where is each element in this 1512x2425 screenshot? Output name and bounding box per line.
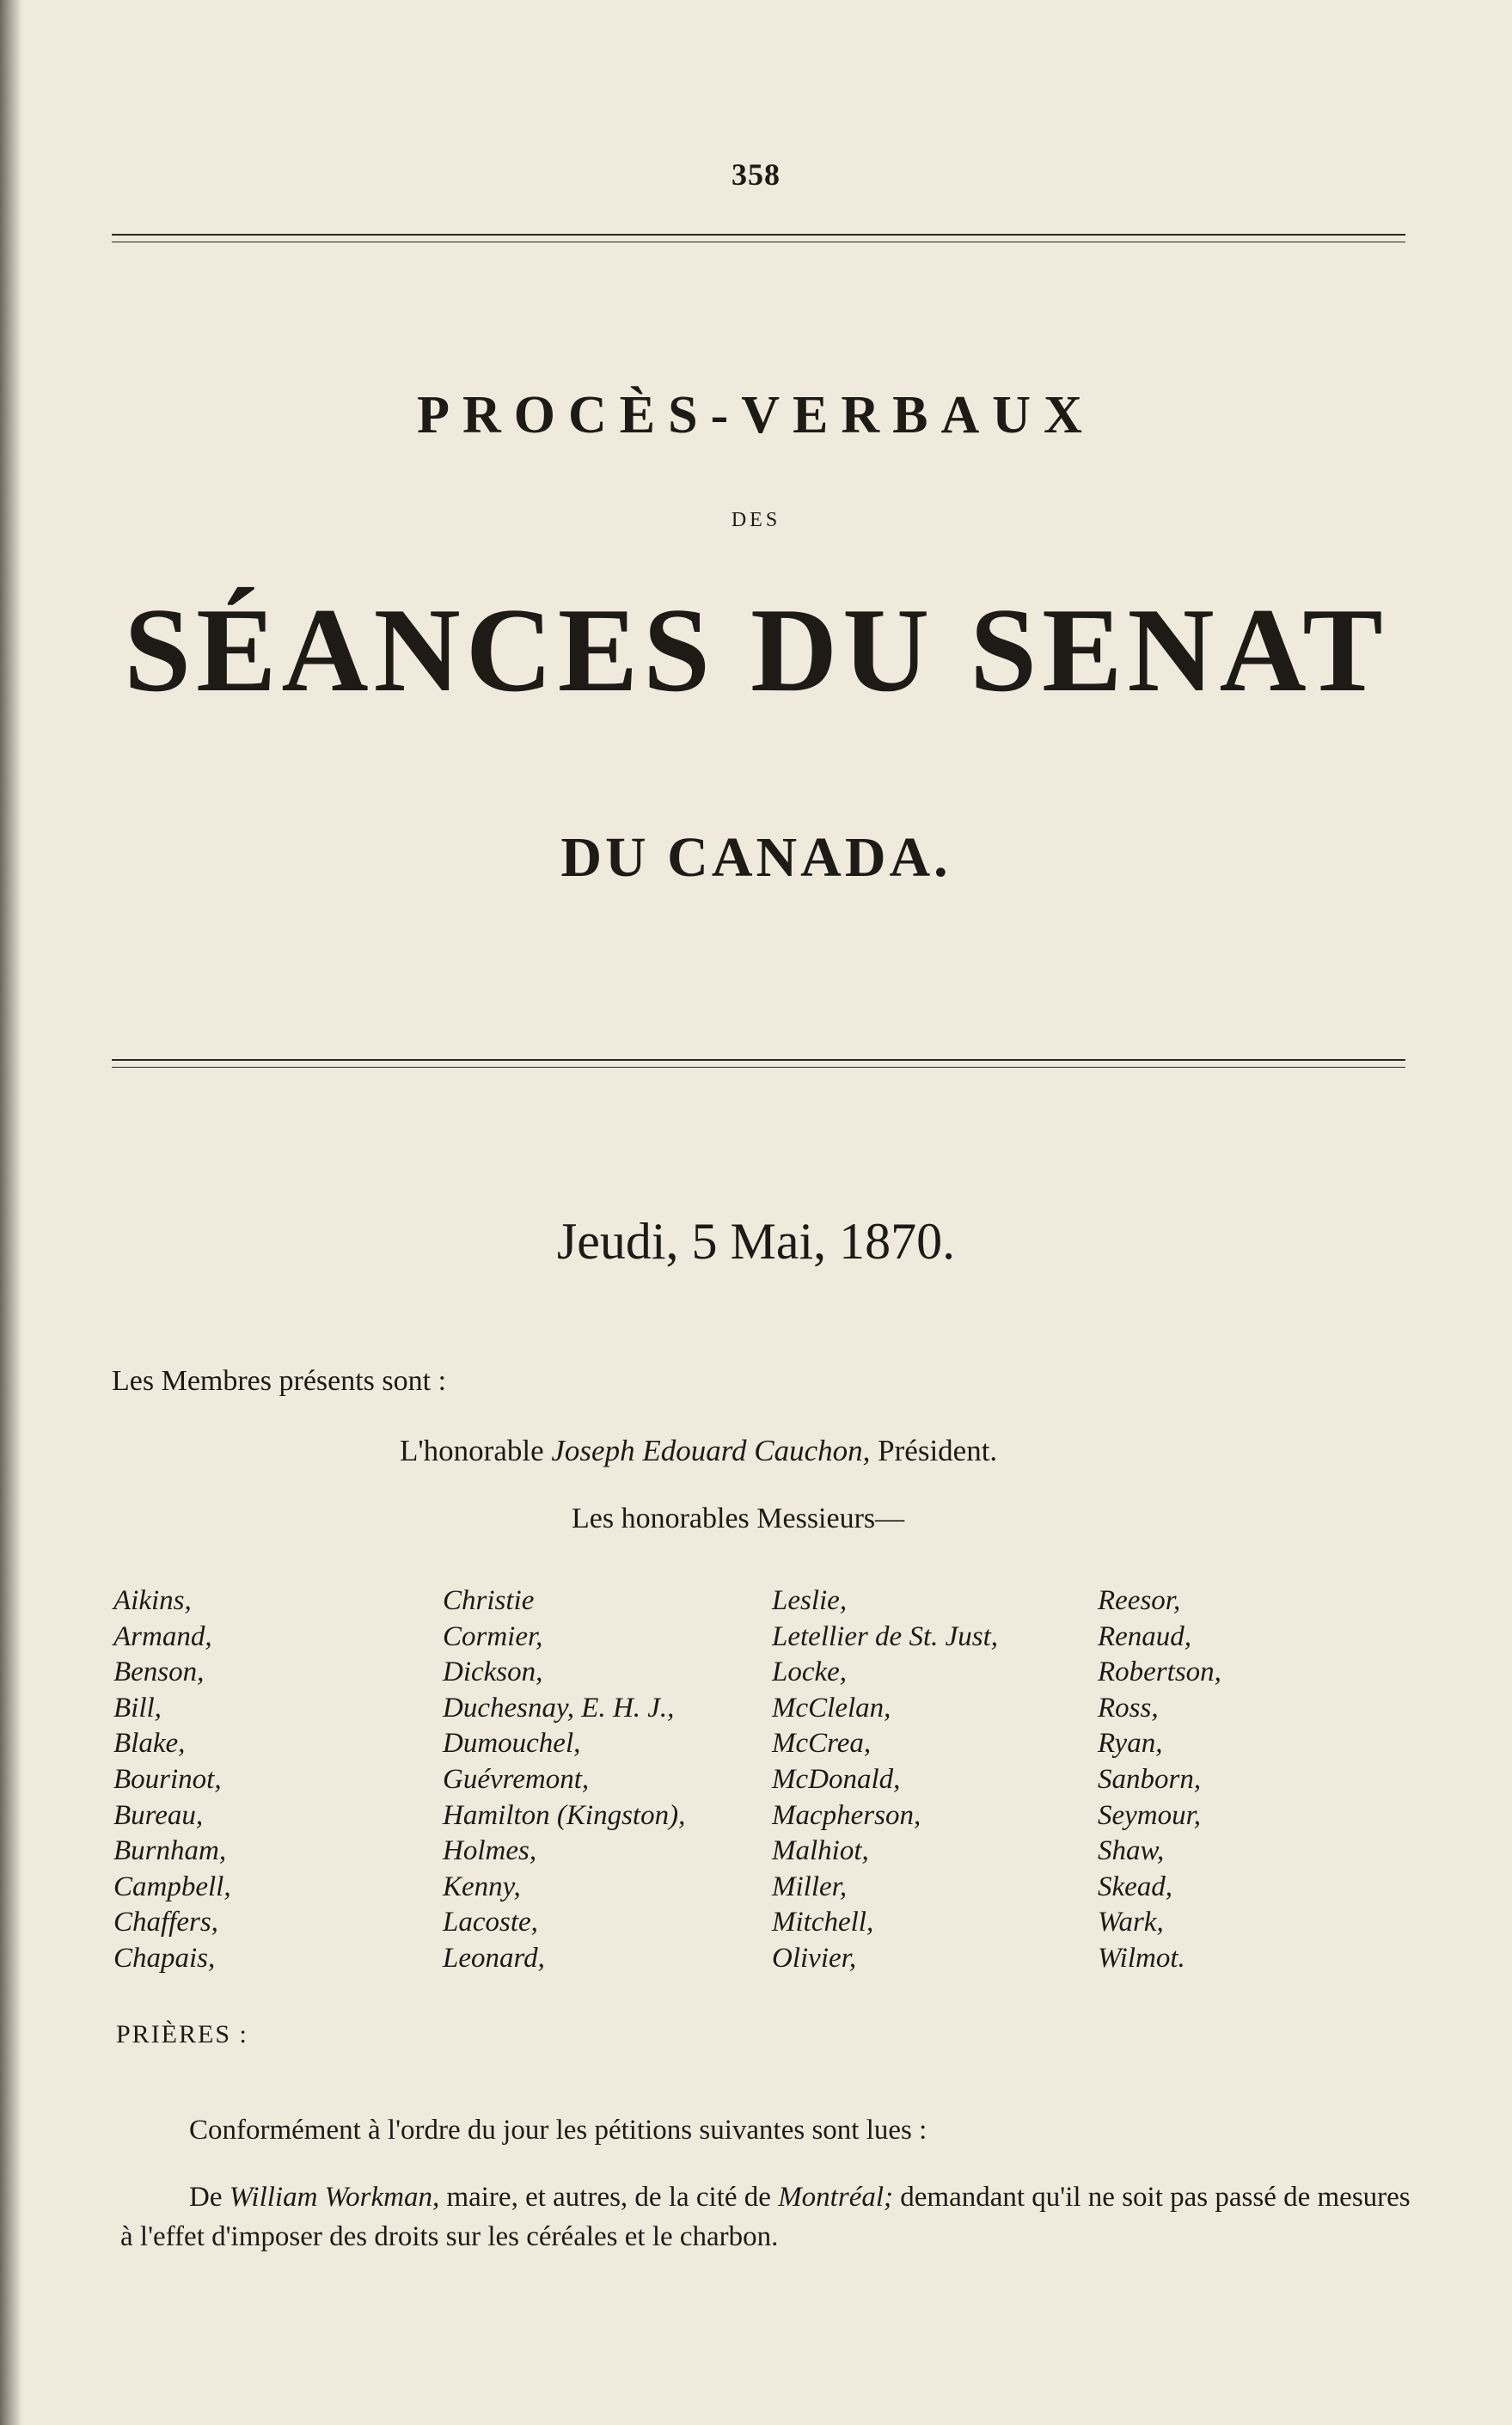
president-title: Président.	[878, 1434, 998, 1467]
members-column-4	[1098, 1583, 1221, 1977]
member-name: Reesor,	[1098, 1585, 1181, 1616]
bottom-double-rule	[112, 1059, 1405, 1068]
petition-city: Montréal;	[778, 2182, 893, 2213]
member-name: Benson,	[113, 1656, 205, 1688]
member-name: Chapais,	[113, 1942, 216, 1974]
member-name: Duchesnay, E. H. J.,	[443, 1692, 675, 1724]
member-name: Letellier de St. Just,	[772, 1620, 999, 1652]
member-name: Hamilton (Kingston),	[443, 1799, 686, 1831]
members-column-1	[113, 1583, 231, 1977]
members-column-2	[443, 1583, 685, 1977]
member-name: Leonard,	[443, 1942, 545, 1974]
member-name: Shaw,	[1098, 1835, 1165, 1867]
page-number: 358	[732, 157, 780, 192]
member-name: Renaud,	[1098, 1620, 1192, 1652]
member-name: Holmes,	[443, 1835, 537, 1867]
member-name: Seymour,	[1098, 1799, 1202, 1831]
petitioner-name: William Workman,	[229, 2182, 440, 2213]
member-name: Macpherson,	[772, 1799, 921, 1831]
member-name: Guévremont,	[443, 1763, 590, 1795]
members-intro: Les Membres présents sont :	[112, 1365, 447, 1397]
member-name: Leslie,	[772, 1585, 848, 1616]
top-double-rule	[112, 234, 1405, 242]
president-line	[400, 1434, 997, 1468]
prieres-heading: PRIÈRES :	[116, 2020, 248, 2048]
title-seances-du-senat: SÉANCES DU SENAT	[124, 584, 1388, 717]
member-name: McCrea,	[772, 1728, 872, 1760]
member-name: Dickson,	[443, 1656, 543, 1688]
petition-end: demandant qu'il ne soit pas passé de mesures à l'effet d'imposer des droits sur les céréales et le charbon.	[120, 2182, 1411, 2252]
member-name: Ross,	[1098, 1692, 1159, 1724]
petition-paragraph	[120, 2177, 1418, 2257]
member-name: Miller,	[772, 1871, 848, 1902]
member-name: Kenny,	[443, 1871, 521, 1902]
member-name: Mitchell,	[772, 1907, 874, 1938]
honorables-label: Les honorables Messieurs—	[572, 1503, 905, 1534]
member-name: Cormier,	[443, 1620, 543, 1652]
member-name: Chaffers,	[113, 1907, 218, 1938]
title-proces-verbaux: PROCÈS-VERBAUX	[417, 386, 1095, 444]
member-name: Wark,	[1098, 1907, 1164, 1938]
member-name: Armand,	[113, 1620, 212, 1652]
petitions-intro-paragraph: Conformément à l'ordre du jour les pétitions suivantes sont lues :	[189, 2115, 927, 2146]
president-prefix: L'honorable	[400, 1434, 544, 1467]
member-name: Christie	[443, 1585, 535, 1616]
title-du-canada: DU CANADA.	[560, 826, 952, 889]
title-des: DES	[731, 509, 781, 531]
member-name: Malhiot,	[772, 1835, 869, 1867]
president-name: Joseph Edouard Cauchon,	[551, 1434, 871, 1467]
member-name: Burnham,	[113, 1835, 227, 1867]
session-date: Jeudi, 5 Mai, 1870.	[556, 1213, 956, 1270]
member-name: Blake,	[113, 1728, 186, 1760]
member-name: Lacoste,	[443, 1907, 538, 1938]
member-name: Wilmot.	[1098, 1942, 1185, 1974]
petition-de: De	[189, 2182, 223, 2213]
petition-mid: maire, et autres, de la cité de	[446, 2182, 771, 2213]
member-name: Sanborn,	[1098, 1763, 1202, 1795]
member-name: Robertson,	[1098, 1656, 1221, 1688]
member-name: Skead,	[1098, 1871, 1173, 1902]
member-name: Campbell,	[113, 1871, 231, 1902]
members-column-3	[772, 1583, 998, 1977]
member-name: Dumouchel,	[443, 1728, 581, 1760]
member-name: Aikins,	[113, 1585, 192, 1616]
member-name: McClelan,	[772, 1692, 891, 1724]
member-name: Olivier,	[772, 1942, 857, 1974]
member-name: Ryan,	[1098, 1728, 1163, 1760]
member-name: Bourinot,	[113, 1763, 222, 1795]
member-name: Bureau,	[113, 1799, 204, 1831]
member-name: Locke,	[772, 1656, 848, 1688]
member-name: McDonald,	[772, 1763, 901, 1795]
member-name: Bill,	[113, 1692, 162, 1724]
